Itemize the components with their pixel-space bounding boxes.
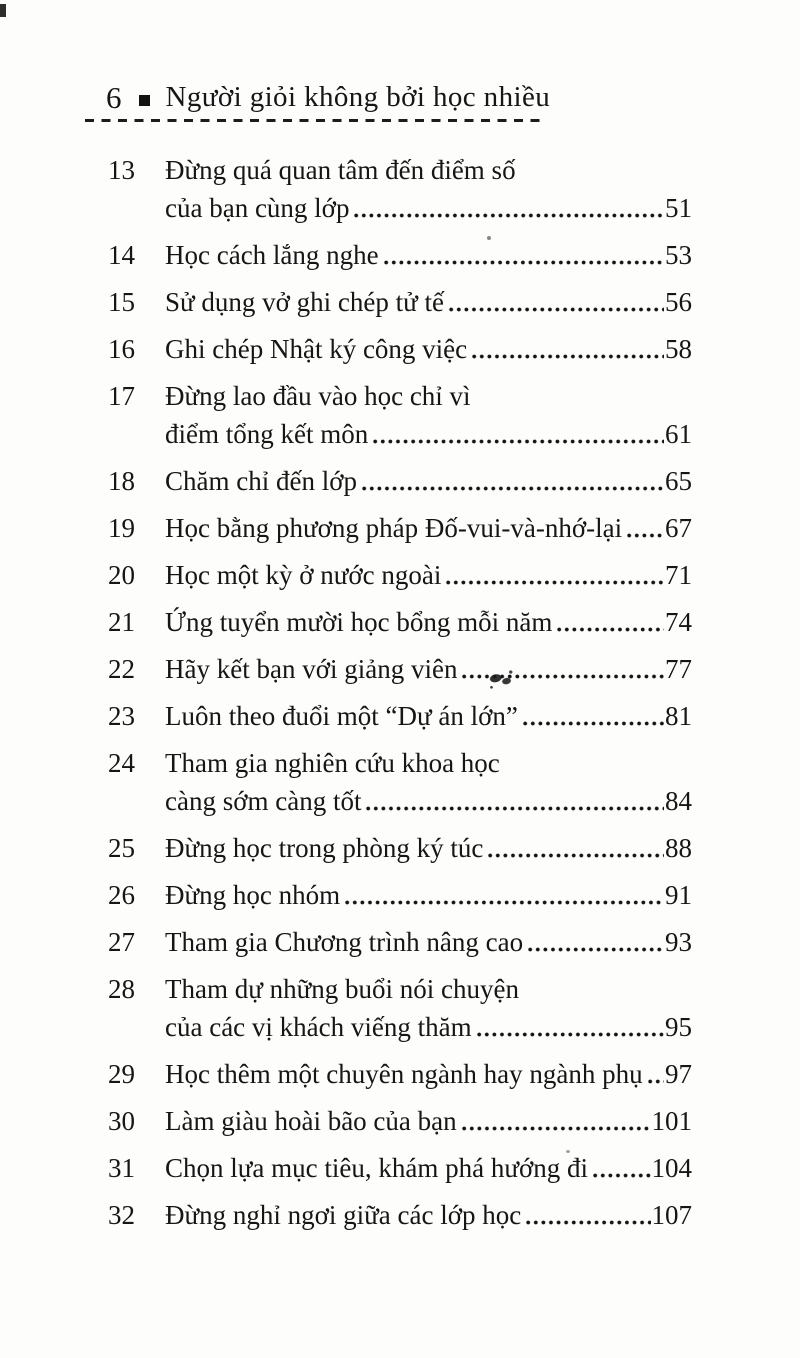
toc-entry-body — [165, 377, 692, 453]
toc-entry-body — [165, 330, 692, 368]
toc-entry-page: 65 — [665, 466, 692, 496]
toc-entry — [108, 829, 692, 867]
toc-entry-title: Tham gia Chương trình nâng cao — [165, 927, 524, 957]
header-dashed-rule — [85, 119, 544, 122]
toc-entry-page: 84 — [665, 786, 692, 816]
toc-entry-number: 29 — [108, 1059, 135, 1089]
toc-entry-lastline — [165, 236, 692, 274]
dot-leader — [446, 556, 664, 594]
toc-entry — [108, 509, 692, 547]
toc-entry-number: 26 — [108, 880, 135, 910]
toc-entry-number: 22 — [108, 654, 135, 684]
toc-entry-number: 31 — [108, 1153, 135, 1183]
toc-entry — [108, 1196, 692, 1234]
toc-entry-number: 30 — [108, 1106, 135, 1136]
toc-entry-title-line: Tham dự những buổi nói chuyện — [165, 974, 519, 1004]
toc-entry-title: Ghi chép Nhật ký công việc — [165, 334, 468, 364]
toc-entry — [108, 462, 692, 500]
toc-entry — [108, 236, 692, 274]
toc-entry-body — [165, 1196, 692, 1234]
toc-entry-number: 27 — [108, 927, 135, 957]
toc-entry-lastline — [165, 189, 692, 227]
toc-entry-lastline — [165, 509, 692, 547]
toc-entry-body — [165, 829, 692, 867]
toc-entry — [108, 603, 692, 641]
toc-list — [108, 151, 692, 1243]
toc-entry-body — [165, 650, 692, 688]
page-header — [106, 82, 550, 113]
toc-entry — [108, 330, 692, 368]
toc-entry-number: 19 — [108, 513, 135, 543]
toc-entry-title: Học cách lắng nghe — [165, 240, 379, 270]
dot-leader — [477, 1008, 664, 1046]
toc-entry — [108, 744, 692, 820]
toc-entry-number: 28 — [108, 974, 135, 1004]
toc-entry-lastline — [165, 415, 692, 453]
dot-leader — [366, 782, 664, 820]
toc-entry-number: 13 — [108, 155, 135, 185]
toc-entry-title: Hãy kết bạn với giảng viên — [165, 654, 458, 684]
toc-entry-title: Học thêm một chuyên ngành hay ngành phụ — [165, 1059, 643, 1089]
dot-leader — [472, 330, 664, 368]
toc-entry-page: 77 — [665, 654, 692, 684]
toc-entry-page: 81 — [665, 701, 692, 731]
toc-entry-page: 56 — [665, 287, 692, 317]
dot-leader — [373, 415, 664, 453]
toc-entry-page: 107 — [651, 1200, 692, 1230]
toc-entry — [108, 650, 692, 688]
toc-entry-body — [165, 151, 692, 227]
dot-leader — [488, 829, 664, 867]
toc-entry-title-line: Đừng lao đầu vào học chỉ vì — [165, 381, 471, 411]
toc-entry-lastline — [165, 1149, 692, 1187]
scan-speck — [487, 236, 491, 240]
toc-entry-title: Sử dụng vở ghi chép tử tế — [165, 287, 445, 317]
toc-entry-title: Làm giàu hoài bão của bạn — [165, 1106, 457, 1136]
toc-entry — [108, 970, 692, 1046]
toc-entry-title: Học bằng phương pháp Đố-vui-và-nhớ-lại — [165, 513, 623, 543]
toc-entry-title-line: Tham gia nghiên cứu khoa học — [165, 748, 500, 778]
toc-entry-page: 51 — [665, 193, 692, 223]
dot-leader — [593, 1149, 651, 1187]
header-page-number: 6 — [106, 80, 122, 115]
toc-entry-lastline — [165, 650, 692, 688]
toc-entry-body — [165, 923, 692, 961]
toc-entry-lastline — [165, 923, 692, 961]
toc-entry-page: 53 — [665, 240, 692, 270]
dot-leader — [354, 189, 664, 227]
toc-entry-lastline — [165, 829, 692, 867]
header-book-title: Người giỏi không bởi học nhiều — [165, 81, 551, 113]
toc-entry-page: 67 — [665, 513, 692, 543]
toc-entry-body — [165, 970, 692, 1046]
toc-entry-page: 97 — [665, 1059, 692, 1089]
toc-entry-page: 104 — [651, 1153, 692, 1183]
toc-entry-lastline — [165, 1196, 692, 1234]
toc-entry — [108, 377, 692, 453]
toc-entry — [108, 1149, 692, 1187]
toc-entry — [108, 1055, 692, 1093]
toc-entry-body — [165, 876, 692, 914]
toc-entry — [108, 556, 692, 594]
toc-entry-body — [165, 744, 692, 820]
toc-entry-number: 24 — [108, 748, 135, 778]
toc-entry-number: 18 — [108, 466, 135, 496]
toc-entry-number: 32 — [108, 1200, 135, 1230]
toc-entry-title: của bạn cùng lớp — [165, 193, 350, 223]
toc-entry-title: Đừng học trong phòng ký túc — [165, 833, 484, 863]
toc-entry-number: 15 — [108, 287, 135, 317]
toc-entry-title: điểm tổng kết môn — [165, 419, 369, 449]
toc-entry-title: Luôn theo đuổi một “Dự án lớn” — [165, 701, 518, 731]
dot-leader — [449, 283, 664, 321]
dot-leader — [526, 1196, 650, 1234]
toc-entry — [108, 923, 692, 961]
dot-leader — [523, 697, 664, 735]
toc-entry-title: Ứng tuyển mười học bổng mỗi năm — [165, 607, 553, 637]
toc-entry-page: 101 — [651, 1106, 692, 1136]
toc-entry-page: 95 — [665, 1012, 692, 1042]
toc-entry-body — [165, 509, 692, 547]
toc-entry-number: 21 — [108, 607, 135, 637]
dot-leader — [557, 603, 664, 641]
toc-entry — [108, 697, 692, 735]
toc-entry-lastline — [165, 603, 692, 641]
toc-entry-lastline — [165, 876, 692, 914]
toc-entry-lastline — [165, 1008, 692, 1046]
toc-entry-title: Chăm chỉ đến lớp — [165, 466, 357, 496]
toc-entry-body — [165, 462, 692, 500]
dot-leader — [462, 1102, 651, 1140]
toc-entry-number: 16 — [108, 334, 135, 364]
toc-entry — [108, 151, 692, 227]
toc-entry-lastline — [165, 330, 692, 368]
toc-entry-lastline — [165, 556, 692, 594]
dot-leader — [384, 236, 664, 274]
toc-entry-page: 93 — [665, 927, 692, 957]
square-bullet-icon — [139, 95, 150, 106]
toc-entry-page: 58 — [665, 334, 692, 364]
toc-entry-number: 17 — [108, 381, 135, 411]
dot-leader — [627, 509, 664, 547]
toc-entry-page: 74 — [665, 607, 692, 637]
toc-entry-title: Đừng nghỉ ngơi giữa các lớp học — [165, 1200, 522, 1230]
toc-entry-body — [165, 556, 692, 594]
toc-entry-body — [165, 697, 692, 735]
toc-entry-page: 88 — [665, 833, 692, 863]
toc-entry — [108, 1102, 692, 1140]
toc-entry-number: 14 — [108, 240, 135, 270]
toc-entry-body — [165, 1055, 692, 1093]
toc-entry-page: 61 — [665, 419, 692, 449]
scan-corner-mark — [0, 4, 6, 17]
toc-entry-title: càng sớm càng tốt — [165, 786, 362, 816]
toc-entry-lastline — [165, 1102, 692, 1140]
dot-leader — [648, 1055, 664, 1093]
toc-entry-page: 71 — [665, 560, 692, 590]
toc-entry-body — [165, 603, 692, 641]
dot-leader — [528, 923, 664, 961]
toc-entry-lastline — [165, 782, 692, 820]
toc-entry-title: Học một kỳ ở nước ngoài — [165, 560, 442, 590]
toc-entry-title: Chọn lựa mục tiêu, khám phá hướng đi — [165, 1153, 588, 1183]
toc-entry-body — [165, 1149, 692, 1187]
toc-entry-lastline — [165, 462, 692, 500]
dot-leader — [362, 462, 664, 500]
dot-leader — [345, 876, 664, 914]
toc-entry-number: 23 — [108, 701, 135, 731]
toc-entry-title-line: Đừng quá quan tâm đến điểm số — [165, 155, 516, 185]
toc-entry-lastline — [165, 697, 692, 735]
toc-entry-number: 25 — [108, 833, 135, 863]
scan-speck — [566, 1150, 570, 1153]
toc-entry-page: 91 — [665, 880, 692, 910]
toc-entry-title: Đừng học nhóm — [165, 880, 341, 910]
toc-entry-title: của các vị khách viếng thăm — [165, 1012, 472, 1042]
toc-entry — [108, 283, 692, 321]
toc-entry-lastline — [165, 1055, 692, 1093]
toc-entry-body — [165, 283, 692, 321]
toc-entry-body — [165, 236, 692, 274]
toc-entry — [108, 876, 692, 914]
toc-entry-number: 20 — [108, 560, 135, 590]
toc-entry-body — [165, 1102, 692, 1140]
toc-entry-lastline — [165, 283, 692, 321]
